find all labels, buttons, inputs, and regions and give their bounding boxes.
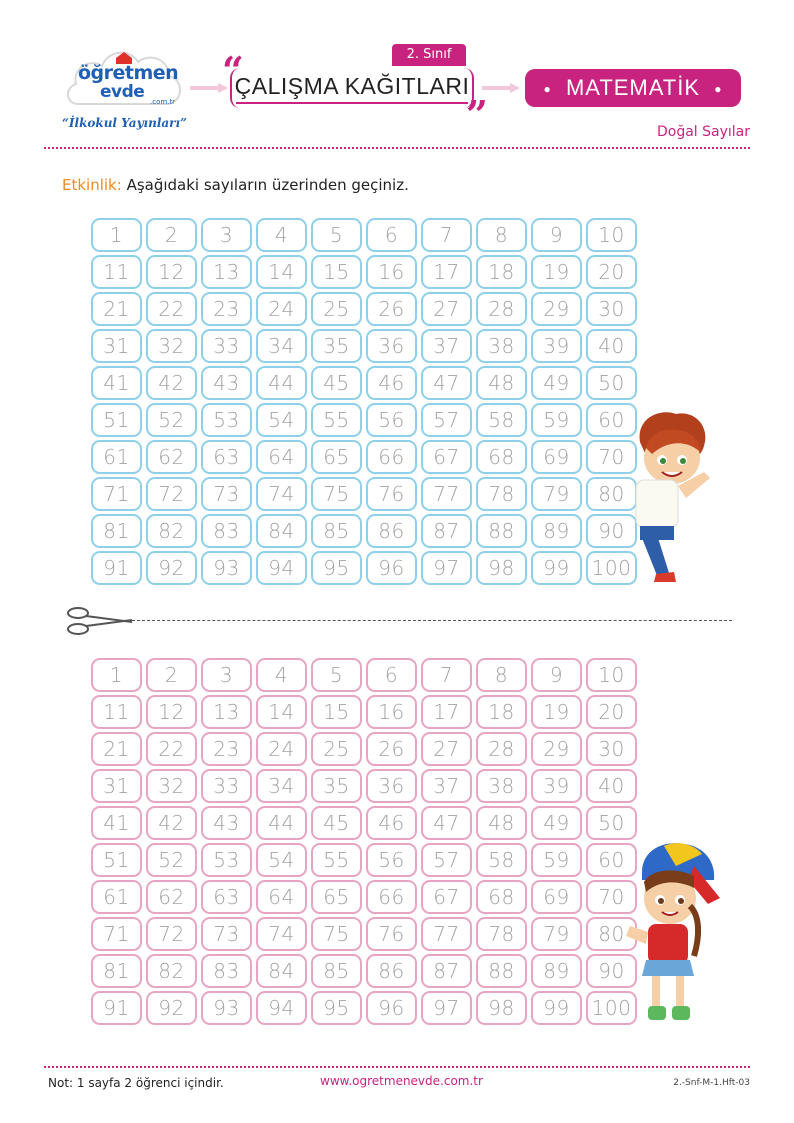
number-cell: 56 bbox=[366, 843, 417, 877]
number-cell: 98 bbox=[476, 991, 527, 1025]
number-cell: 11 bbox=[91, 255, 142, 289]
number-cell: 83 bbox=[201, 514, 252, 548]
number-cell: 43 bbox=[201, 806, 252, 840]
number-cell: 22 bbox=[146, 732, 197, 766]
number-cell: 3 bbox=[201, 218, 252, 252]
number-cell: 43 bbox=[201, 366, 252, 400]
number-cell: 27 bbox=[421, 292, 472, 326]
number-cell: 57 bbox=[421, 403, 472, 437]
number-cell: 38 bbox=[476, 329, 527, 363]
boy-illustration bbox=[630, 408, 714, 588]
number-cell: 6 bbox=[366, 658, 417, 692]
number-cell: 62 bbox=[146, 440, 197, 474]
number-cell: 36 bbox=[366, 769, 417, 803]
number-cell: 74 bbox=[256, 477, 307, 511]
footer-website-link[interactable]: www.ogretmenevde.com.tr bbox=[320, 1074, 483, 1088]
number-cell: 87 bbox=[421, 954, 472, 988]
number-cell: 53 bbox=[201, 403, 252, 437]
number-cell: 63 bbox=[201, 880, 252, 914]
number-cell: 67 bbox=[421, 440, 472, 474]
number-cell: 91 bbox=[91, 991, 142, 1025]
number-cell: 41 bbox=[91, 366, 142, 400]
number-cell: 72 bbox=[146, 477, 197, 511]
number-cell: 68 bbox=[476, 880, 527, 914]
number-cell: 29 bbox=[531, 732, 582, 766]
number-cell: 65 bbox=[311, 880, 362, 914]
number-cell: 47 bbox=[421, 806, 472, 840]
number-cell: 32 bbox=[146, 769, 197, 803]
number-cell: 82 bbox=[146, 954, 197, 988]
number-cell: 35 bbox=[311, 329, 362, 363]
number-cell: 90 bbox=[586, 954, 637, 988]
number-cell: 17 bbox=[421, 255, 472, 289]
number-cell: 38 bbox=[476, 769, 527, 803]
page-title: ÇALIŞMA KAĞITLARI bbox=[234, 73, 470, 99]
number-cell: 28 bbox=[476, 292, 527, 326]
number-cell: 70 bbox=[586, 880, 637, 914]
number-cell: 1 bbox=[91, 658, 142, 692]
number-cell: 1 bbox=[91, 218, 142, 252]
number-cell: 71 bbox=[91, 917, 142, 951]
number-cell: 78 bbox=[476, 477, 527, 511]
number-cell: 10 bbox=[586, 218, 637, 252]
number-cell: 48 bbox=[476, 806, 527, 840]
number-cell: 12 bbox=[146, 255, 197, 289]
number-cell: 49 bbox=[531, 806, 582, 840]
number-cell: 18 bbox=[476, 255, 527, 289]
number-cell: 34 bbox=[256, 329, 307, 363]
cut-line bbox=[132, 620, 732, 621]
number-cell: 82 bbox=[146, 514, 197, 548]
number-grid-bottom bbox=[91, 658, 637, 1025]
number-cell: 66 bbox=[366, 440, 417, 474]
number-cell: 84 bbox=[256, 514, 307, 548]
logo-line1: öğretmen bbox=[78, 62, 179, 84]
number-cell: 31 bbox=[91, 769, 142, 803]
number-cell: 46 bbox=[366, 366, 417, 400]
number-cell: 63 bbox=[201, 440, 252, 474]
number-cell: 92 bbox=[146, 991, 197, 1025]
number-cell: 65 bbox=[311, 440, 362, 474]
number-cell: 91 bbox=[91, 551, 142, 585]
number-cell: 87 bbox=[421, 514, 472, 548]
number-cell: 8 bbox=[476, 658, 527, 692]
number-cell: 7 bbox=[421, 218, 472, 252]
grade-badge: 2. Sınıf bbox=[392, 44, 466, 66]
number-cell: 21 bbox=[91, 292, 142, 326]
number-cell: 3 bbox=[201, 658, 252, 692]
number-cell: 59 bbox=[531, 403, 582, 437]
number-cell: 14 bbox=[256, 695, 307, 729]
footer-code: 2.-Snf-M-1.Hft-03 bbox=[673, 1078, 750, 1088]
number-cell: 94 bbox=[256, 991, 307, 1025]
number-cell: 69 bbox=[531, 440, 582, 474]
number-cell: 47 bbox=[421, 366, 472, 400]
number-cell: 32 bbox=[146, 329, 197, 363]
number-cell: 36 bbox=[366, 329, 417, 363]
number-cell: 54 bbox=[256, 403, 307, 437]
number-cell: 50 bbox=[586, 366, 637, 400]
number-cell: 97 bbox=[421, 551, 472, 585]
number-cell: 88 bbox=[476, 954, 527, 988]
number-cell: 40 bbox=[586, 769, 637, 803]
number-cell: 61 bbox=[91, 440, 142, 474]
number-cell: 15 bbox=[311, 695, 362, 729]
open-quote-icon: “ bbox=[222, 48, 244, 93]
number-cell: 52 bbox=[146, 403, 197, 437]
number-cell: 14 bbox=[256, 255, 307, 289]
number-cell: 76 bbox=[366, 917, 417, 951]
number-cell: 83 bbox=[201, 954, 252, 988]
number-cell: 2 bbox=[146, 658, 197, 692]
number-cell: 80 bbox=[586, 477, 637, 511]
number-cell: 31 bbox=[91, 329, 142, 363]
number-cell: 89 bbox=[531, 514, 582, 548]
number-cell: 98 bbox=[476, 551, 527, 585]
number-cell: 50 bbox=[586, 806, 637, 840]
number-cell: 80 bbox=[586, 917, 637, 951]
number-cell: 40 bbox=[586, 329, 637, 363]
number-cell: 81 bbox=[91, 954, 142, 988]
number-cell: 51 bbox=[91, 843, 142, 877]
girl-illustration bbox=[624, 836, 724, 1032]
number-cell: 37 bbox=[421, 769, 472, 803]
number-cell: 29 bbox=[531, 292, 582, 326]
number-cell: 44 bbox=[256, 366, 307, 400]
number-cell: 20 bbox=[586, 255, 637, 289]
number-cell: 7 bbox=[421, 658, 472, 692]
number-cell: 19 bbox=[531, 695, 582, 729]
number-cell: 78 bbox=[476, 917, 527, 951]
number-cell: 5 bbox=[311, 218, 362, 252]
number-cell: 44 bbox=[256, 806, 307, 840]
footer-divider bbox=[44, 1066, 750, 1068]
number-cell: 33 bbox=[201, 769, 252, 803]
number-cell: 77 bbox=[421, 917, 472, 951]
logo-domain: .com.tr bbox=[150, 98, 176, 106]
number-cell: 4 bbox=[256, 218, 307, 252]
number-cell: 19 bbox=[531, 255, 582, 289]
number-cell: 68 bbox=[476, 440, 527, 474]
number-cell: 100 bbox=[586, 991, 637, 1025]
header-divider bbox=[44, 147, 750, 149]
number-cell: 4 bbox=[256, 658, 307, 692]
number-cell: 61 bbox=[91, 880, 142, 914]
number-cell: 66 bbox=[366, 880, 417, 914]
number-cell: 79 bbox=[531, 477, 582, 511]
number-cell: 58 bbox=[476, 843, 527, 877]
number-cell: 5 bbox=[311, 658, 362, 692]
activity-instruction bbox=[62, 176, 409, 194]
number-cell: 42 bbox=[146, 366, 197, 400]
number-cell: 95 bbox=[311, 551, 362, 585]
number-cell: 88 bbox=[476, 514, 527, 548]
number-cell: 59 bbox=[531, 843, 582, 877]
number-cell: 41 bbox=[91, 806, 142, 840]
number-cell: 93 bbox=[201, 991, 252, 1025]
number-cell: 100 bbox=[586, 551, 637, 585]
number-cell: 71 bbox=[91, 477, 142, 511]
number-cell: 89 bbox=[531, 954, 582, 988]
number-cell: 24 bbox=[256, 292, 307, 326]
number-cell: 90 bbox=[586, 514, 637, 548]
number-cell: 75 bbox=[311, 477, 362, 511]
number-cell: 39 bbox=[531, 769, 582, 803]
number-cell: 69 bbox=[531, 880, 582, 914]
number-cell: 99 bbox=[531, 551, 582, 585]
number-cell: 96 bbox=[366, 991, 417, 1025]
number-cell: 34 bbox=[256, 769, 307, 803]
number-cell: 6 bbox=[366, 218, 417, 252]
number-cell: 85 bbox=[311, 954, 362, 988]
number-cell: 58 bbox=[476, 403, 527, 437]
number-cell: 45 bbox=[311, 806, 362, 840]
number-cell: 25 bbox=[311, 292, 362, 326]
number-cell: 9 bbox=[531, 658, 582, 692]
number-cell: 48 bbox=[476, 366, 527, 400]
number-cell: 27 bbox=[421, 732, 472, 766]
number-cell: 64 bbox=[256, 440, 307, 474]
number-cell: 67 bbox=[421, 880, 472, 914]
number-cell: 95 bbox=[311, 991, 362, 1025]
number-cell: 62 bbox=[146, 880, 197, 914]
number-cell: 84 bbox=[256, 954, 307, 988]
number-cell: 86 bbox=[366, 954, 417, 988]
number-cell: 93 bbox=[201, 551, 252, 585]
number-cell: 79 bbox=[531, 917, 582, 951]
number-cell: 21 bbox=[91, 732, 142, 766]
number-cell: 15 bbox=[311, 255, 362, 289]
number-cell: 23 bbox=[201, 732, 252, 766]
activity-label: Etkinlik: bbox=[62, 176, 122, 194]
number-cell: 60 bbox=[586, 843, 637, 877]
number-cell: 77 bbox=[421, 477, 472, 511]
number-cell: 30 bbox=[586, 292, 637, 326]
number-cell: 54 bbox=[256, 843, 307, 877]
close-quote-icon: ” bbox=[466, 92, 488, 137]
arrow-right-icon bbox=[482, 83, 520, 93]
number-cell: 55 bbox=[311, 403, 362, 437]
number-cell: 70 bbox=[586, 440, 637, 474]
topic-label: Doğal Sayılar bbox=[656, 124, 750, 140]
footer-note: Not: 1 sayfa 2 öğrenci içindir. bbox=[48, 1076, 224, 1090]
number-cell: 97 bbox=[421, 991, 472, 1025]
activity-text: Aşağıdaki sayıların üzerinden geçiniz. bbox=[126, 176, 409, 194]
number-cell: 23 bbox=[201, 292, 252, 326]
number-cell: 56 bbox=[366, 403, 417, 437]
number-cell: 35 bbox=[311, 769, 362, 803]
number-cell: 94 bbox=[256, 551, 307, 585]
title-underline bbox=[236, 102, 468, 104]
number-cell: 26 bbox=[366, 292, 417, 326]
subject-badge: ● MATEMATİK ● bbox=[525, 69, 741, 107]
number-cell: 8 bbox=[476, 218, 527, 252]
number-cell: 26 bbox=[366, 732, 417, 766]
number-cell: 73 bbox=[201, 917, 252, 951]
number-cell: 92 bbox=[146, 551, 197, 585]
number-cell: 18 bbox=[476, 695, 527, 729]
number-cell: 74 bbox=[256, 917, 307, 951]
number-cell: 53 bbox=[201, 843, 252, 877]
number-cell: 13 bbox=[201, 695, 252, 729]
number-cell: 20 bbox=[586, 695, 637, 729]
number-grid-top bbox=[91, 218, 637, 585]
number-cell: 55 bbox=[311, 843, 362, 877]
number-cell: 37 bbox=[421, 329, 472, 363]
number-cell: 39 bbox=[531, 329, 582, 363]
publisher-logo bbox=[64, 38, 190, 128]
number-cell: 60 bbox=[586, 403, 637, 437]
number-cell: 16 bbox=[366, 255, 417, 289]
number-cell: 86 bbox=[366, 514, 417, 548]
number-cell: 64 bbox=[256, 880, 307, 914]
number-cell: 45 bbox=[311, 366, 362, 400]
logo-line2: evde bbox=[100, 82, 145, 102]
number-cell: 30 bbox=[586, 732, 637, 766]
number-cell: 22 bbox=[146, 292, 197, 326]
number-cell: 99 bbox=[531, 991, 582, 1025]
scissors-icon bbox=[64, 604, 134, 638]
number-cell: 13 bbox=[201, 255, 252, 289]
number-cell: 81 bbox=[91, 514, 142, 548]
number-cell: 51 bbox=[91, 403, 142, 437]
number-cell: 46 bbox=[366, 806, 417, 840]
number-cell: 85 bbox=[311, 514, 362, 548]
number-cell: 42 bbox=[146, 806, 197, 840]
number-cell: 10 bbox=[586, 658, 637, 692]
number-cell: 76 bbox=[366, 477, 417, 511]
number-cell: 17 bbox=[421, 695, 472, 729]
subject-label: MATEMATİK bbox=[565, 75, 701, 100]
number-cell: 28 bbox=[476, 732, 527, 766]
number-cell: 73 bbox=[201, 477, 252, 511]
number-cell: 75 bbox=[311, 917, 362, 951]
number-cell: 96 bbox=[366, 551, 417, 585]
number-cell: 25 bbox=[311, 732, 362, 766]
number-cell: 9 bbox=[531, 218, 582, 252]
number-cell: 24 bbox=[256, 732, 307, 766]
number-cell: 11 bbox=[91, 695, 142, 729]
number-cell: 52 bbox=[146, 843, 197, 877]
number-cell: 33 bbox=[201, 329, 252, 363]
number-cell: 16 bbox=[366, 695, 417, 729]
number-cell: 12 bbox=[146, 695, 197, 729]
logo-tagline: “İlkokul Yayınları” bbox=[62, 116, 187, 130]
number-cell: 49 bbox=[531, 366, 582, 400]
number-cell: 72 bbox=[146, 917, 197, 951]
number-cell: 2 bbox=[146, 218, 197, 252]
number-cell: 57 bbox=[421, 843, 472, 877]
